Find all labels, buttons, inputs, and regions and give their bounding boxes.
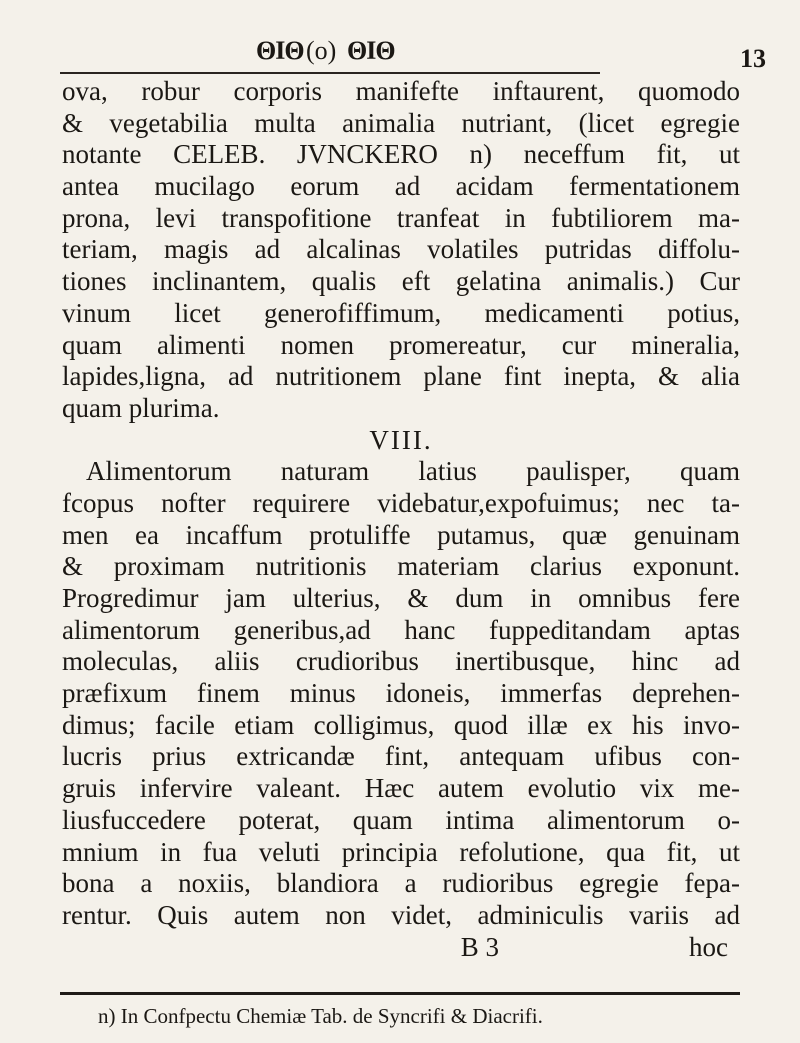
text-line: quam plurima. [62, 392, 220, 423]
catchword-line [62, 932, 740, 964]
section-heading: VIII. [369, 424, 433, 455]
running-head [256, 36, 580, 68]
text-line: liusfuccedere poterat, quam intima alimentorum o- [62, 804, 740, 835]
text-line: men ea incaffum protuliffe putamus, quæ genuinam [62, 519, 740, 550]
text-line: Progredimur jam ulterius, & dum in omnibus fere [62, 583, 740, 613]
text-line: quam alimenti nomen promereatur, cur mineralia, [62, 329, 740, 360]
body-text [62, 76, 740, 963]
header-rule [60, 72, 600, 74]
text-line: præfixum finem minus idoneis, immerfas deprehen- [62, 678, 740, 709]
text-line: mnium in fua veluti principia refolutione, qua fit, ut [62, 836, 740, 867]
text-line: & proximam nutritionis materiam clarius exponunt. [62, 551, 740, 582]
footnote: n) In Confpectu Chemiæ Tab. de Syncrifi & Diacrifi. [98, 1004, 543, 1028]
text-line: fcopus nofter requirere videbatur,expofuimus; nec ta- [62, 487, 740, 518]
catchword: hoc [689, 931, 728, 962]
text-line: tiones inclinantem, qualis eft gelatina animalis.) Cur [62, 266, 740, 297]
footnote-rule [60, 992, 740, 995]
text-line: teriam, magis ad alcalinas volatiles putridas diffolu- [62, 234, 740, 265]
text-line: antea mucilago eorum ad acidam fermentationem [62, 171, 740, 202]
text-line: rentur. Quis autem non videt, adminiculis variis ad [62, 899, 740, 930]
text-line: gruis infervire valeant. Hæc autem evolutio vix me- [62, 773, 740, 804]
text-line: alimentorum generibus,ad hanc fuppeditandam aptas [62, 614, 740, 645]
page-number: 13 [740, 44, 766, 73]
ornament-left-icon: ΘΙΘ [256, 36, 304, 65]
text-line: prona, levi transpofitione tranfeat in fubtiliorem ma- [62, 202, 740, 233]
text-line: lucris prius extricandæ fint, antequam ufibus con- [62, 741, 740, 772]
signature-mark: B 3 [460, 931, 500, 962]
text-line: ova, robur corporis manifefte inftaurent, quomodo [62, 76, 740, 106]
text-line: moleculas, aliis crudioribus inertibusque, hinc ad [62, 646, 740, 677]
text-line: & vegetabilia multa animalia nutriant, (licet egregie [62, 107, 740, 138]
text-line: lapides,ligna, ad nutritionem plane fint inepta, & alia [62, 361, 740, 392]
text-line: bona a noxiis, blandiora a rudioribus egregie fepa- [62, 868, 740, 899]
text-line: Alimentorum naturam latius paulisper, quam [86, 456, 740, 487]
text-line: dimus; facile etiam colligimus, quod illæ ex his invo- [62, 709, 740, 740]
running-head-marker: (o) [306, 36, 337, 65]
ornament-right-icon: ΘΙΘ [347, 36, 395, 65]
text-line: notante CELEB. JVNCKERO n) neceffum fit, ut [62, 139, 740, 170]
text-line: vinum licet generofiffimum, medicamenti potius, [62, 297, 740, 328]
